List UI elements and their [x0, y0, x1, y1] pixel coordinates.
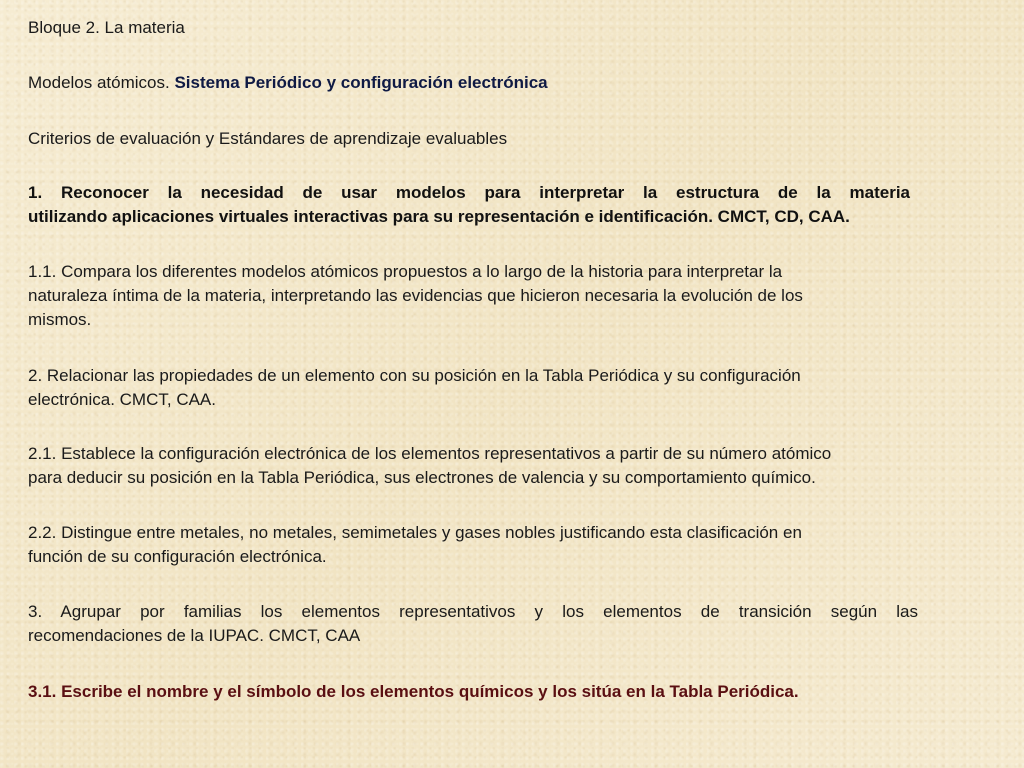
topic-line [28, 71, 988, 95]
standard-2-2-line-1: 2.2. Distingue entre metales, no metales, semimetales y gases nobles justificando esta clasificación en [28, 523, 802, 542]
criterion-2-line-1: 2. Relacionar las propiedades de un elemento con su posición en la Tabla Periódica y su configuración [28, 366, 801, 385]
standard-2-1-line-1: 2.1. Establece la configuración electrónica de los elementos representativos a partir de su número atómico [28, 444, 832, 463]
topic-bold: Sistema Periódico y configuración electrónica [174, 73, 548, 92]
standard-1-1-line-3: mismos. [28, 310, 92, 329]
criterion-2-line-2: electrónica. CMCT, CAA. [28, 390, 216, 409]
slide-content [28, 0, 988, 768]
criteria-heading: Criterios de evaluación y Estándares de aprendizaje evaluables [28, 129, 508, 148]
criterion-3-line-1: 3. Agrupar por familias los elementos representativos y los elementos de transición según las [28, 602, 918, 621]
criterion-1-line-2: utilizando aplicaciones virtuales interactivas para su representación e identificación. CMCT, CD, CAA. [28, 207, 850, 226]
criterion-3-line-2: recomendaciones de la IUPAC. CMCT, CAA [28, 626, 361, 645]
topic-prefix: Modelos atómicos. [28, 73, 175, 92]
standard-2-1-line-2: para deducir su posición en la Tabla Periódica, sus electrones de valencia y su comportamiento químico. [28, 468, 816, 487]
standard-2-2-line-2: función de su configuración electrónica. [28, 547, 327, 566]
standard-1-1-line-2: naturaleza íntima de la materia, interpretando las evidencias que hicieron necesaria la evolución de los [28, 286, 803, 305]
block-title: Bloque 2. La materia [28, 18, 185, 37]
criterion-1-line-1: 1. Reconocer la necesidad de usar modelos para interpretar la estructura de la materia [28, 183, 910, 202]
standard-1-1-line-1: 1.1. Compara los diferentes modelos atómicos propuestos a lo largo de la historia para interpretar la [28, 262, 783, 281]
standard-3-1: 3.1. Escribe el nombre y el símbolo de los elementos químicos y los sitúa en la Tabla Periódica. [28, 682, 799, 701]
